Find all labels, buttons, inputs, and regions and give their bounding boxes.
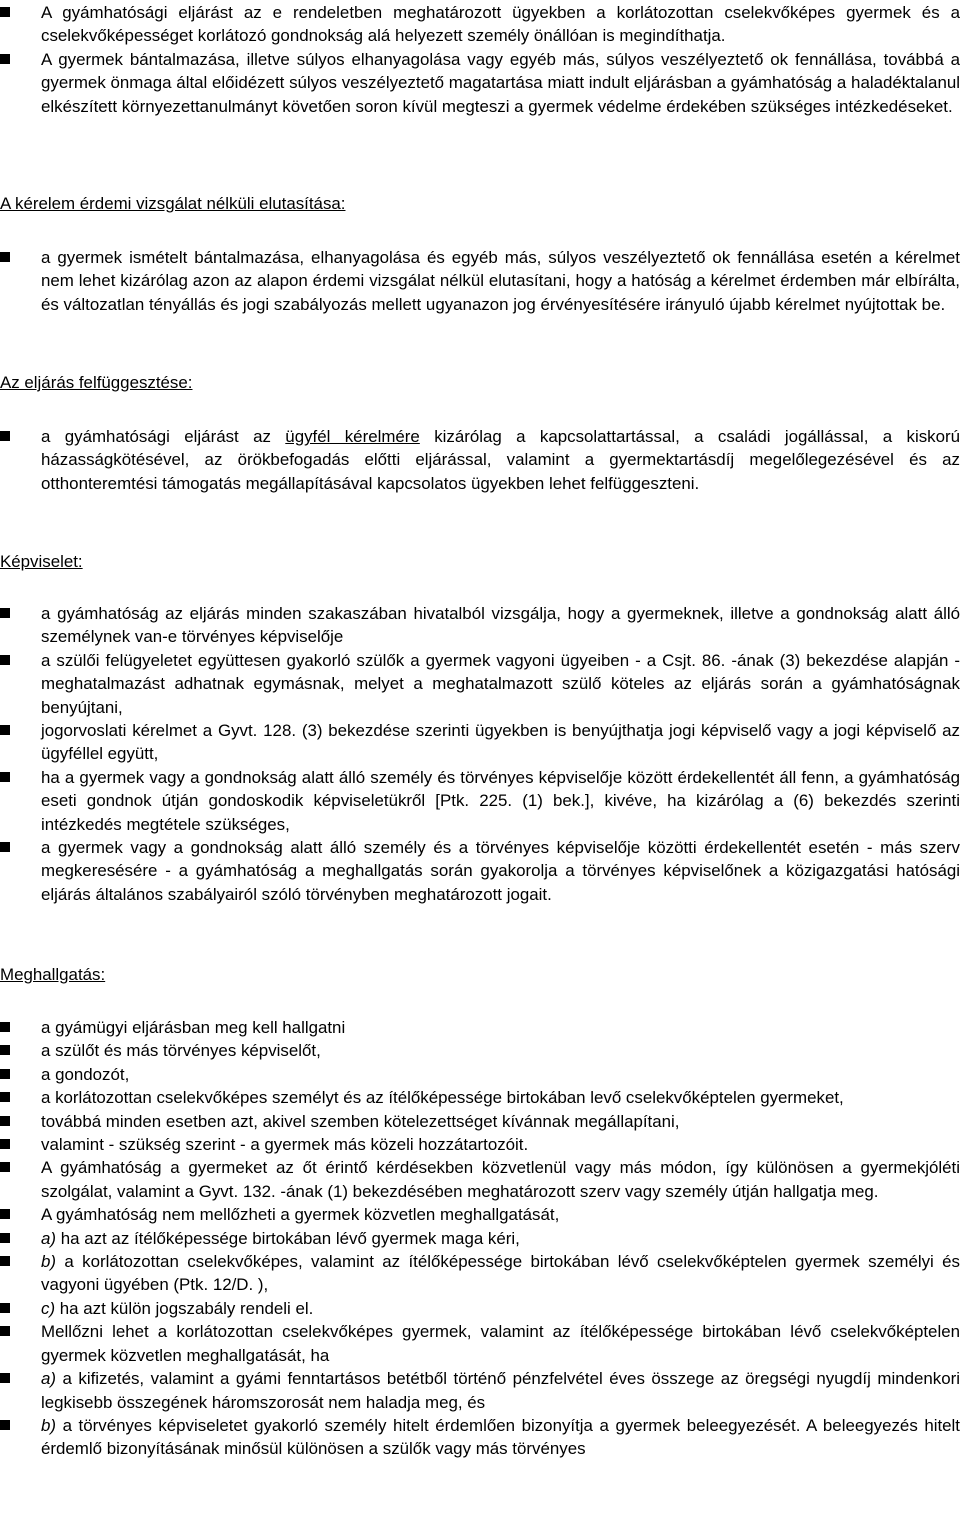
square-bullet-icon [0, 772, 10, 782]
square-bullet-icon [0, 842, 10, 852]
list-item-letter: c) [41, 1298, 56, 1318]
list-item-text: jogorvoslati kérelmet a Gyvt. 128. (3) bekezdése szerinti ügyekben is benyújthatja jogi képviselő vagy a jogi képviselő az ügyféllel együtt, [41, 721, 960, 764]
section-list [0, 1016, 960, 1461]
list-item [0, 246, 960, 316]
square-bullet-icon [0, 1233, 10, 1243]
square-bullet-icon [0, 7, 10, 17]
square-bullet-icon [0, 1092, 10, 1102]
list-item-text: a törvényes képviseletet gyakorló személy hitelt érdemlően bizonyítja a gyermek beleegyezését. A beleegyezés hitelt érdemlő bizonyításának minősül különösen a szülők vagy más törvényes [41, 1415, 960, 1459]
square-bullet-icon [0, 1022, 10, 1032]
square-bullet-icon [0, 1116, 10, 1126]
list-item-text: továbbá minden esetben azt, akivel szemben kötelezettséget kívánnak megállapítani, [41, 1111, 680, 1131]
square-bullet-icon [0, 1303, 10, 1313]
section-heading [0, 192, 960, 215]
list-item [0, 1, 960, 48]
square-bullet-icon [0, 431, 10, 441]
square-bullet-icon [0, 1045, 10, 1055]
section-title: A kérelem érdemi vizsgálat nélküli elutasítása: [0, 194, 346, 213]
list-item-letter: b) [41, 1252, 57, 1272]
square-bullet-icon [0, 54, 10, 64]
section-title: Az eljárás felfüggesztése: [0, 373, 193, 392]
list-item [0, 48, 960, 118]
section-list [0, 602, 960, 906]
list-item-text: Mellőzni lehet a korlátozottan cselekvőképes gyermek, valamint az ítélőképessége birtokában lévő cselekvőképtelen gyermek közvetlen meghallgatását, ha [41, 1322, 960, 1365]
list-item [0, 1367, 960, 1414]
square-bullet-icon [0, 655, 10, 665]
square-bullet-icon [0, 608, 10, 618]
list-item-text: a gondozót, [41, 1064, 130, 1084]
list-item-text: A gyermek bántalmazása, illetve súlyos elhanyagolása vagy egyéb más, súlyos veszélyeztető ok fennállása, továbbá a gyermek önmaga által előidézett súlyos veszélyeztető magatartása miatt indult eljárásban a gyámhatóság a haladéktalanul elkészített környezettanulmányt követően soron kívül megteszi a gyermek védelme érdekében szükséges intézkedéseket. [41, 49, 960, 116]
list-item [0, 1414, 960, 1461]
square-bullet-icon [0, 1162, 10, 1172]
section-title: Meghallgatás: [0, 965, 106, 984]
square-bullet-icon [0, 1373, 10, 1383]
list-item [0, 425, 960, 495]
list-item [0, 1320, 960, 1367]
list-item [0, 1203, 960, 1226]
list-item-text: a gyermek ismételt bántalmazása, elhanyagolása és egyéb más, súlyos veszélyeztető ok fennállása esetén a kérelmet nem lehet kizárólag azon az alapon érdemi vizsgálat nélkül elutasítani, hogy a hatóság a kérelmet érdemben már elbírálta, és változatlan tényállás és jogi szabályozás mellett ugyanazon jog érvényesítésére irányuló újabb kérelmet nyújtottak be. [41, 248, 960, 314]
list-item [0, 649, 960, 719]
list-item-text: a gyámügyi eljárásban meg kell hallgatni [41, 1018, 346, 1037]
list-item [0, 1110, 960, 1133]
square-bullet-icon [0, 725, 10, 735]
section-title: Képviselet: [0, 552, 83, 571]
list-item [0, 1039, 960, 1062]
list-item-text: a korlátozottan cselekvőképes, valamint az ítélőképessége birtokában lévő cselekvőképtelen gyermek személyi és vagyoni ügyében (Ptk. 12/D. ), [41, 1252, 960, 1295]
square-bullet-icon [0, 1209, 10, 1219]
list-item [0, 1297, 960, 1320]
list-item-text: a gyermek vagy a gondnokság alatt álló személy és a törvényes képviselője közötti érdekellentét esetén - más szerv megkeresésére - a gyámhatóság a meghallgatás során gyakorolja a törvényes képviselőnek a közigazgatási hatósági eljárás általános szabályairól szóló törvényben meghatározott jogait. [41, 838, 960, 904]
list-item-text: a kifizetés, valamint a gyámi fenntartásos betétből történő pénzfelvétel éves összege az öregségi nyugdíj mindenkori legkisebb összegének háromszorosát nem haladja meg, és [41, 1369, 960, 1412]
list-item-text-start: a gyámhatósági eljárást az [41, 427, 286, 446]
list-item [0, 1133, 960, 1156]
intro-list [0, 1, 960, 118]
list-item-text: A gyámhatóság a gyermeket az őt érintő kérdésekben közvetlenül vagy más módon, így különösen a gyermekjóléti szolgálat, valamint a Gyvt. 132. -ának (1) bekezdésében meghatározott szerv vagy személy útján hallgatja meg. [41, 1158, 960, 1201]
section-list [0, 246, 960, 316]
square-bullet-icon [0, 1069, 10, 1079]
list-item [0, 1156, 960, 1203]
list-item [0, 719, 960, 766]
section-heading [0, 550, 960, 573]
list-item-text-end: kizárólag a kapcsolattartással, a családi jogállással, a kiskorú házasságkötésével, az örökbefogadás előtti eljárással, valamint a gyermektartásdíj megelőlegezésével és az otthonteremtési támogatás megállapításával kapcsolatos ügyekben lehet felfüggeszteni. [41, 427, 960, 493]
list-item-text: A gyámhatósági eljárást az e rendeletben meghatározott ügyekben a korlátozottan cselekvőképes gyermek és a cselekvőképességet korlátozó gondnokság alá helyezett személy önállóan is megindíthatja. [41, 3, 960, 46]
section-heading [0, 963, 960, 986]
list-item [0, 1063, 960, 1086]
list-item-letter: a) [41, 1228, 57, 1248]
list-item-text: A gyámhatóság nem mellőzheti a gyermek közvetlen meghallgatását, [41, 1205, 560, 1225]
list-item [0, 1250, 960, 1297]
list-item [0, 836, 960, 906]
list-item-text: a szülői felügyeletet együttesen gyakorló szülők a gyermek vagyoni ügyeiben - a Csjt. 86. -ának (3) bekezdése alapján - meghatalmazást adhatnak egymásnak, melyet a meghatalmazott szülő köteles az eljárás során a gyámhatóságnak benyújtani, [41, 650, 960, 717]
list-item-text: a szülőt és más törvényes képviselőt, [41, 1041, 321, 1061]
list-item [0, 602, 960, 649]
list-item-text-underlined: ügyfél kérelmére [285, 427, 420, 446]
list-item [0, 1227, 960, 1250]
list-item [0, 1016, 960, 1039]
list-item [0, 766, 960, 836]
list-item-text: ha a gyermek vagy a gondnokság alatt álló személy és törvényes képviselője között érdekellentét áll fenn, a gyámhatóság eseti gondnok útján gondoskodik képviseletükről [Ptk. 225. (1) bek.], kivéve, ha kizárólag a (6) bekezdés szerinti intézkedés megtétele szükséges, [41, 767, 960, 834]
square-bullet-icon [0, 1256, 10, 1266]
square-bullet-icon [0, 252, 10, 262]
list-item-text: ha azt az ítélőképessége birtokában lévő gyermek maga kéri, [56, 1228, 520, 1248]
list-item-text: valamint - szükség szerint - a gyermek más közeli hozzátartozóit. [41, 1135, 529, 1155]
list-item-letter: b) [41, 1415, 57, 1435]
section-list [0, 425, 960, 495]
section-heading [0, 371, 960, 394]
list-item-letter: a) [41, 1369, 57, 1389]
square-bullet-icon [0, 1326, 10, 1336]
list-item [0, 1086, 960, 1109]
list-item-text: a korlátozottan cselekvőképes személyt és az ítélőképessége birtokában levő cselekvőképtelen gyermeket, [41, 1088, 844, 1108]
square-bullet-icon [0, 1420, 10, 1430]
square-bullet-icon [0, 1139, 10, 1149]
list-item-text: ha azt külön jogszabály rendeli el. [55, 1298, 314, 1318]
list-item-text: a gyámhatóság az eljárás minden szakaszában hivatalból vizsgálja, hogy a gyermeknek, illetve a gondnokság alatt álló személynek van-e törvényes képviselője [41, 604, 960, 647]
